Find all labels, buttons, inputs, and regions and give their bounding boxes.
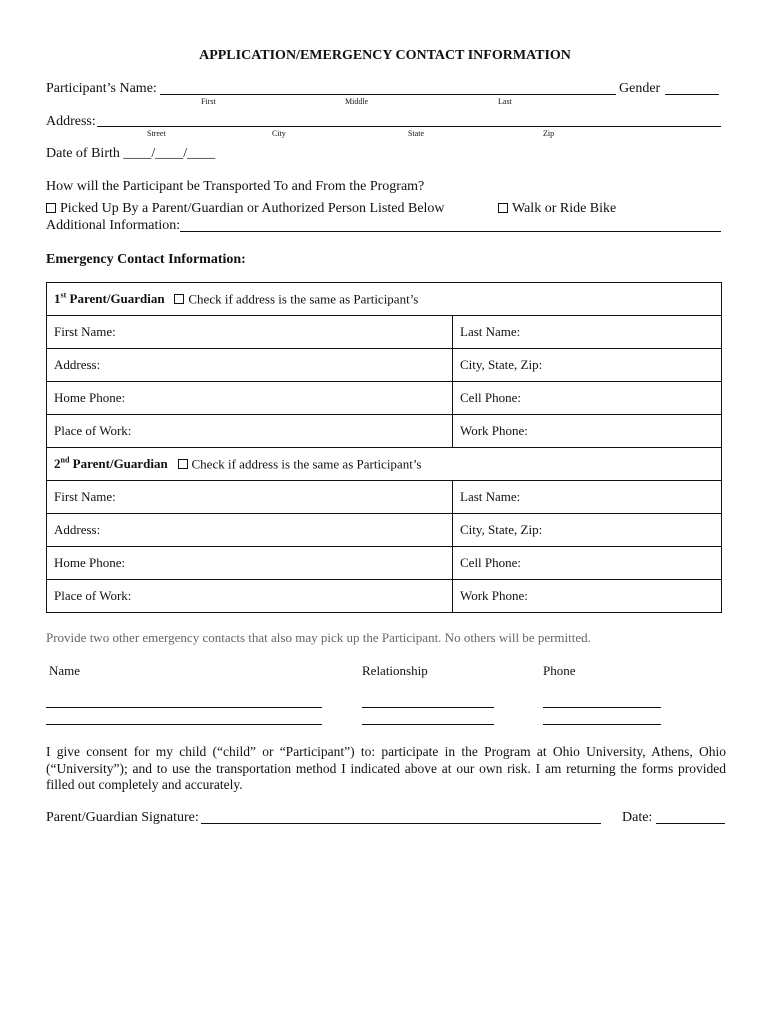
guardian-2-address[interactable]: Address: <box>47 514 453 547</box>
additional-info-label: Additional Information: <box>46 218 181 233</box>
signature-field[interactable] <box>201 823 601 824</box>
option-pickup[interactable] <box>46 201 445 217</box>
transport-question: How will the Participant be Transported To and From the Program? <box>46 179 425 194</box>
guardian-1-table <box>46 282 722 613</box>
guardian-1-header <box>47 283 722 316</box>
date-field[interactable] <box>656 823 725 824</box>
guardian-2-cell-phone[interactable]: Cell Phone: <box>453 547 722 580</box>
contact-2-relationship-field[interactable] <box>362 724 494 725</box>
guardian-1-heading: 1st Parent/Guardian <box>54 290 165 307</box>
guardian-2-last-name[interactable]: Last Name: <box>453 481 722 514</box>
participant-name-label: Participant’s Name: <box>46 81 157 96</box>
guardian-1-same-address-label: Check if address is the same as Participant’s <box>188 291 419 307</box>
contact-1-relationship-field[interactable] <box>362 707 494 708</box>
option-pickup-label: Picked Up By a Parent/Guardian or Authorized Person Listed Below <box>60 201 445 216</box>
gender-field[interactable] <box>665 94 719 95</box>
checkbox-pickup[interactable] <box>46 203 56 213</box>
page-title: APPLICATION/EMERGENCY CONTACT INFORMATION <box>199 48 571 63</box>
guardian-2-first-name[interactable]: First Name: <box>47 481 453 514</box>
sub-label-last: Last <box>498 97 512 106</box>
guardian-1-work-phone[interactable]: Work Phone: <box>453 415 722 448</box>
guardian-1-first-name[interactable]: First Name: <box>47 316 453 349</box>
guardian-2-same-address-label: Check if address is the same as Participant’s <box>191 456 422 472</box>
sub-label-city: City <box>272 129 286 138</box>
guardian-1-last-name[interactable]: Last Name: <box>453 316 722 349</box>
guardian-1-same-address-checkbox[interactable] <box>174 294 184 304</box>
guardian-2-heading: 2nd Parent/Guardian <box>54 455 168 472</box>
col-relationship: Relationship <box>362 663 428 678</box>
col-name: Name <box>49 663 81 678</box>
guardian-1-address[interactable]: Address: <box>47 349 453 382</box>
col-phone: Phone <box>543 663 576 678</box>
guardian-2-home-phone[interactable]: Home Phone: <box>47 547 453 580</box>
gender-label: Gender <box>619 81 661 96</box>
participant-name-field[interactable] <box>160 94 616 95</box>
contact-1-name-field[interactable] <box>46 707 322 708</box>
sub-label-zip: Zip <box>543 129 555 138</box>
sub-label-state: State <box>408 129 424 138</box>
guardian-1-cell-phone[interactable]: Cell Phone: <box>453 382 722 415</box>
guardian-2-same-address-checkbox[interactable] <box>178 459 188 469</box>
additional-info-field[interactable] <box>180 231 721 232</box>
sub-label-first: First <box>201 97 216 106</box>
checkbox-walk[interactable] <box>498 203 508 213</box>
contact-2-phone-field[interactable] <box>543 724 661 725</box>
dob-field[interactable]: Date of Birth ____/____/____ <box>46 146 216 161</box>
sub-label-street: Street <box>147 129 166 138</box>
address-field[interactable] <box>97 126 721 127</box>
contact-1-phone-field[interactable] <box>543 707 661 708</box>
guardian-2-header <box>47 448 722 481</box>
option-walk-label: Walk or Ride Bike <box>512 201 617 216</box>
guardian-1-city-state-zip[interactable]: City, State, Zip: <box>453 349 722 382</box>
signature-label: Parent/Guardian Signature: <box>46 810 199 825</box>
guardian-2-city-state-zip[interactable]: City, State, Zip: <box>453 514 722 547</box>
guardian-1-place-of-work[interactable]: Place of Work: <box>47 415 453 448</box>
sub-label-middle: Middle <box>345 97 369 106</box>
other-contacts-note: Provide two other emergency contacts that also may pick up the Participant. No others will be permitted. <box>46 630 591 645</box>
contact-2-name-field[interactable] <box>46 724 322 725</box>
date-label: Date: <box>622 810 653 825</box>
guardian-1-home-phone[interactable]: Home Phone: <box>47 382 453 415</box>
option-walk[interactable] <box>498 201 616 217</box>
address-label: Address: <box>46 114 96 129</box>
guardian-2-place-of-work[interactable]: Place of Work: <box>47 580 453 613</box>
emergency-heading: Emergency Contact Information: <box>46 252 246 267</box>
consent-text: I give consent for my child (“child” or “Participant”) to: participate in the Program at Ohio University, Athens, Ohio (“University”); and to use the transportation method I indicated above at our own risk. I am returning the forms provided filled out completely and accurately. <box>46 744 726 792</box>
guardian-2-work-phone[interactable]: Work Phone: <box>453 580 722 613</box>
